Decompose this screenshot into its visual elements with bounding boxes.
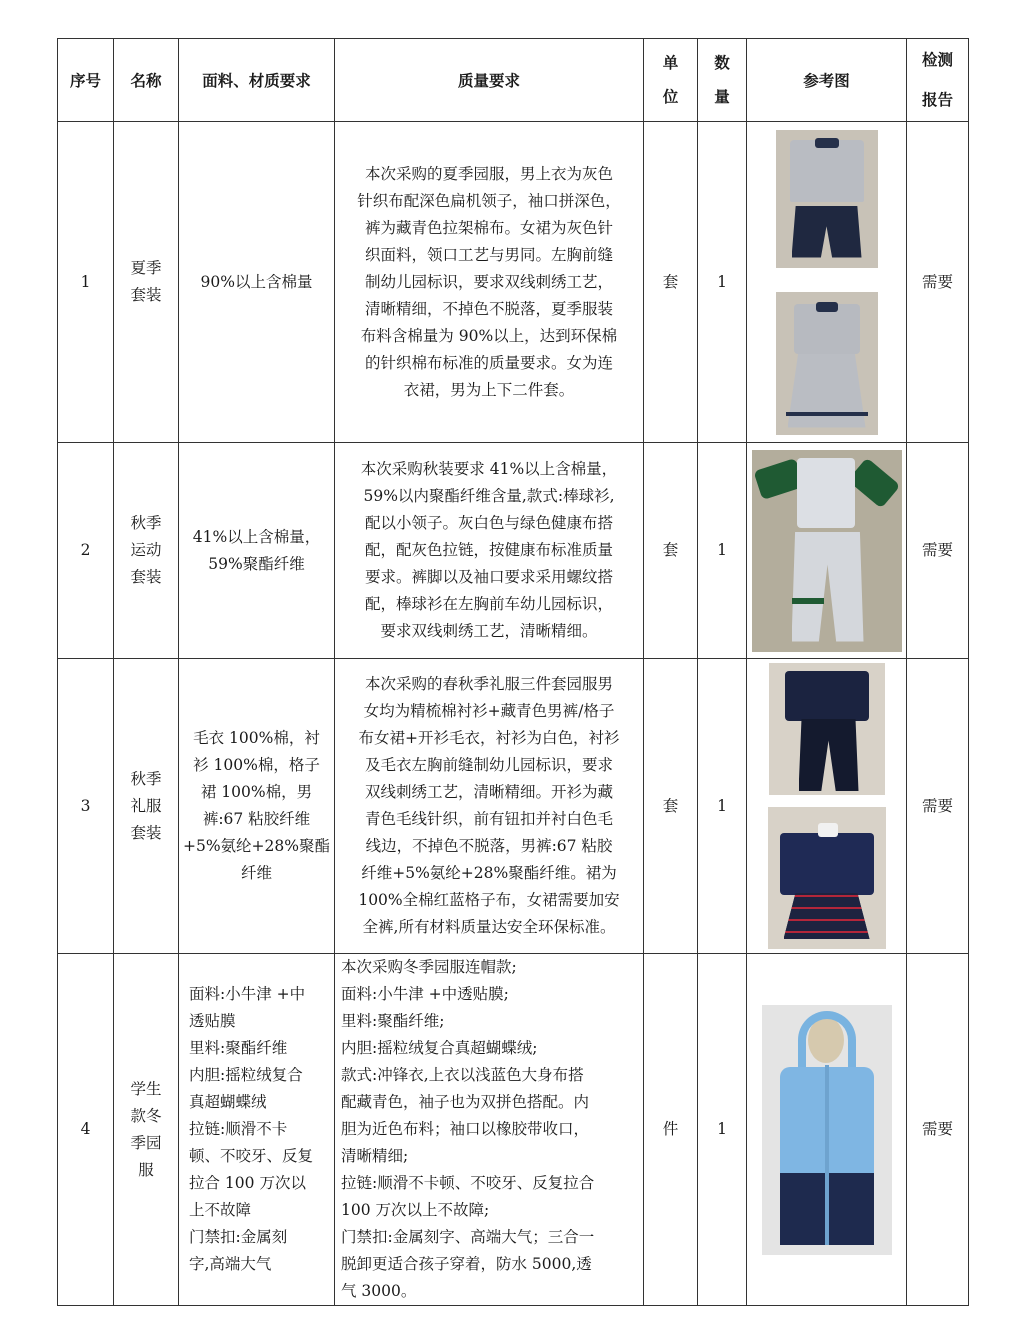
table-row — [58, 659, 969, 954]
quality-line: 织面料，领口工艺与男同。左胸前缝 — [364, 245, 613, 264]
material-line: 59%聚酯纤维 — [208, 554, 305, 573]
quality-line: 本次采购的春秋季礼服三件套园服男 — [364, 675, 613, 693]
name-line: 季园 — [130, 1133, 162, 1152]
header-reference: 参考图 — [747, 39, 907, 122]
header-unit — [644, 39, 698, 122]
quality-line: 拉链:顺滑不卡顿、不咬牙、反复拉合 — [341, 1174, 595, 1192]
table-row — [58, 122, 969, 443]
header-report-line: 报告 — [921, 90, 953, 109]
quality-line: 的针织棉布标准的质量要求。女为连 — [364, 353, 613, 372]
quality-line: 本次采购冬季园服连帽款; — [341, 958, 517, 976]
row-name — [114, 954, 179, 1306]
quality-line: 面料:小牛津 +中透贴膜; — [341, 985, 509, 1003]
quality-line: 要求双线刺绣工艺，清晰精细。 — [380, 622, 598, 640]
row-quality — [335, 954, 644, 1306]
quality-line: 及毛衣左胸前缝制幼儿园标识，要求 — [364, 756, 613, 774]
winter-hooded-jacket-photo — [762, 1005, 892, 1255]
header-row — [58, 39, 969, 122]
quality-line: 裤为藏青色拉架棉布。女裙为灰色针 — [364, 218, 613, 237]
row-unit: 套 — [644, 122, 698, 443]
material-line: +5%氨纶+28%聚酯 — [182, 837, 331, 855]
table-row — [58, 954, 969, 1306]
autumn-sports-suit-photo — [752, 450, 902, 652]
material-line: 裤:67 粘胶纤维 — [202, 810, 311, 828]
row-quality — [335, 659, 644, 954]
material-line: 纤维 — [240, 864, 272, 882]
material-line: 拉合 100 万次以 — [189, 1174, 306, 1192]
row-reference — [747, 122, 907, 443]
name-line: 套装 — [130, 823, 162, 842]
row-name — [114, 659, 179, 954]
quality-line: 本次采购的夏季园服，男上衣为灰色 — [364, 164, 613, 183]
quality-line: 衣裙，男为上下二件套。 — [403, 380, 575, 399]
row-report: 需要 — [907, 443, 969, 659]
quality-line: 要求。裤脚以及袖口要求采用螺纹搭 — [364, 568, 613, 586]
row-unit: 套 — [644, 659, 698, 954]
material-line: 字,高端大气 — [189, 1255, 272, 1273]
table-row — [58, 443, 969, 659]
material-line: 内胆:摇粒绒复合 — [189, 1066, 303, 1084]
row-unit: 套 — [644, 443, 698, 659]
row-name — [114, 122, 179, 443]
material-line: 面料:小牛津 +中 — [189, 985, 306, 1003]
procurement-spec-table — [57, 38, 969, 1306]
name-line: 秋季 — [130, 769, 162, 788]
row-qty: 1 — [698, 443, 747, 659]
row-reference — [747, 443, 907, 659]
header-quality: 质量要求 — [335, 39, 644, 122]
quality-line: 内胆:摇粒绒复合真超蝴蝶绒; — [341, 1039, 538, 1057]
quality-line: 配，棒球衫在左胸前车幼儿园标识， — [364, 595, 613, 613]
quality-line: 配，配灰色拉链，按健康布标准质量 — [364, 541, 613, 559]
name-line: 秋季 — [130, 514, 162, 532]
quality-line: 清晰精细，不掉色不脱落，夏季服装 — [364, 299, 613, 318]
quality-line: 针织布配深色扁机领子，袖口拼深色， — [357, 191, 621, 210]
row-index: 2 — [58, 443, 114, 659]
quality-line: 布女裙+开衫毛衣，衬衫为白色，衬衫 — [358, 729, 620, 747]
quality-line: 胆为近色布料；袖口以橡胶带收口， — [341, 1120, 590, 1138]
name-line: 礼服 — [130, 796, 162, 815]
name-line: 运动 — [130, 541, 162, 559]
header-report — [907, 39, 969, 122]
material-line: 毛衣 100%棉，衬 — [193, 729, 320, 747]
material-line: 门禁扣:金属刻 — [189, 1228, 288, 1246]
quality-line: 脱卸更适合孩子穿着，防水 5000,透 — [341, 1255, 592, 1273]
quality-line: 清晰精细; — [341, 1147, 409, 1165]
quality-line: 59%以内聚酯纤维含量,款式:棒球衫, — [363, 487, 615, 505]
quality-line: 布料含棉量为 90%以上，达到环保棉 — [360, 326, 618, 345]
row-qty: 1 — [698, 659, 747, 954]
material-line: 里料:聚酯纤维 — [189, 1039, 288, 1057]
name-line: 夏季 — [130, 259, 162, 277]
quality-line: 100%全棉红蓝格子布，女裙需要加安 — [358, 891, 620, 909]
header-unit-line: 位 — [662, 87, 679, 106]
material-line: 90%以上含棉量 — [200, 272, 313, 291]
quality-line: 配以小领子。灰白色与绿色健康布搭 — [364, 514, 613, 532]
row-report: 需要 — [907, 659, 969, 954]
material-line: 真超蝴蝶绒 — [189, 1093, 267, 1111]
header-qty-line: 量 — [714, 87, 730, 106]
row-name — [114, 443, 179, 659]
row-quality — [335, 122, 644, 443]
row-index: 4 — [58, 954, 114, 1306]
quality-line: 气 3000。 — [341, 1282, 417, 1300]
row-index: 3 — [58, 659, 114, 954]
quality-line: 款式:冲锋衣,上衣以浅蓝色大身布搭 — [341, 1066, 584, 1084]
header-name: 名称 — [114, 39, 179, 122]
material-line: 上不故障 — [189, 1201, 252, 1219]
quality-line: 纤维+5%氨纶+28%聚酯纤维。裙为 — [361, 864, 617, 882]
row-report: 需要 — [907, 122, 969, 443]
row-index: 1 — [58, 122, 114, 443]
material-line: 拉链:顺滑不卡 — [189, 1120, 288, 1138]
quality-line: 里料:聚酯纤维; — [341, 1012, 445, 1030]
row-reference — [747, 954, 907, 1306]
header-qty-line: 数 — [714, 53, 730, 72]
row-material — [179, 954, 335, 1306]
material-line: 顿、不咬牙、反复 — [189, 1147, 314, 1165]
formal-girl-cardigan-plaid-skirt-photo — [768, 807, 886, 949]
material-line: 透贴膜 — [189, 1012, 236, 1030]
header-unit-line: 单 — [662, 53, 679, 72]
material-line: 裙 100%棉，男 — [200, 783, 313, 801]
row-qty: 1 — [698, 954, 747, 1306]
row-reference — [747, 659, 907, 954]
header-index: 序号 — [58, 39, 114, 122]
formal-boy-cardigan-pants-photo — [769, 663, 885, 795]
name-line: 套装 — [130, 568, 162, 586]
header-material: 面料、材质要求 — [179, 39, 335, 122]
material-line: 衫 100%棉，格子 — [193, 756, 320, 774]
quality-line: 女均为精梳棉衬衫+藏青色男裤/格子 — [363, 702, 615, 720]
header-report-line: 检测 — [921, 50, 953, 69]
name-line: 套装 — [130, 286, 162, 304]
row-material — [179, 443, 335, 659]
row-material — [179, 122, 335, 443]
quality-line: 线边，不掉色不脱落，男裤:67 粘胶 — [365, 837, 613, 855]
quality-line: 全裤,所有材料质量达安全环保标准。 — [362, 918, 616, 936]
row-report: 需要 — [907, 954, 969, 1306]
row-qty: 1 — [698, 122, 747, 443]
quality-line: 门禁扣:金属刻字、高端大气；三合一 — [341, 1228, 595, 1246]
row-unit: 件 — [644, 954, 698, 1306]
name-line: 学生 — [130, 1079, 162, 1098]
quality-line: 青色毛线针织，前有钮扣并衬白色毛 — [364, 810, 613, 828]
name-line: 款冬 — [130, 1106, 162, 1125]
quality-line: 配藏青色，袖子也为双拼色搭配。内 — [341, 1093, 590, 1111]
row-material — [179, 659, 335, 954]
header-qty — [698, 39, 747, 122]
quality-line: 双线刺绣工艺，清晰精细。开衫为藏 — [364, 783, 613, 801]
quality-line: 100 万次以上不故障; — [341, 1201, 490, 1219]
summer-boy-polo-shorts-photo — [776, 130, 878, 268]
summer-girl-dress-photo — [776, 292, 878, 435]
material-line: 41%以上含棉量， — [192, 527, 321, 546]
row-quality — [335, 443, 644, 659]
quality-line: 制幼儿园标识，要求双线刺绣工艺， — [364, 272, 613, 291]
name-line: 服 — [138, 1160, 154, 1179]
quality-line: 本次采购秋装要求 41%以上含棉量， — [360, 460, 618, 478]
